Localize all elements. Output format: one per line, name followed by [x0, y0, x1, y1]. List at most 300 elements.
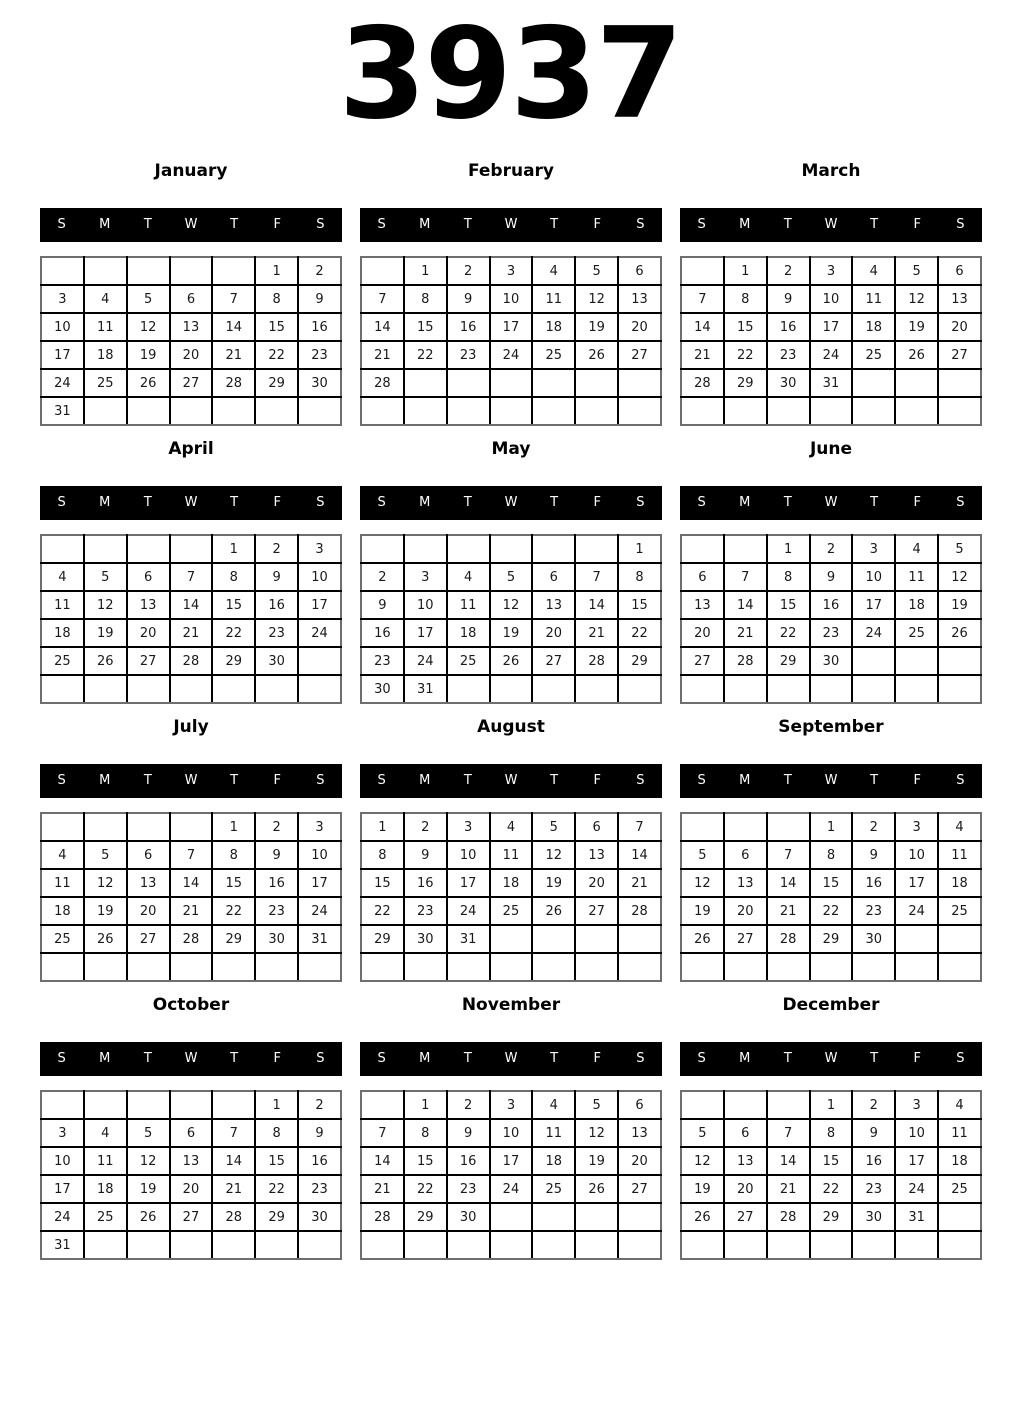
day-cell: 27: [170, 369, 213, 397]
day-cell: 13: [724, 1147, 767, 1175]
day-cell: 21: [361, 341, 404, 369]
empty-cell: [41, 535, 84, 563]
empty-cell: [447, 397, 490, 425]
day-cell: 14: [575, 591, 618, 619]
weekday-label: T: [230, 495, 239, 510]
day-cell: 2: [255, 535, 298, 563]
empty-cell: [212, 397, 255, 425]
day-cell: 14: [170, 591, 213, 619]
day-cell: 24: [404, 647, 447, 675]
day-cell: 4: [532, 257, 575, 285]
day-cell: 30: [255, 647, 298, 675]
calendar-table: [680, 256, 982, 426]
day-cell: 12: [895, 285, 938, 313]
day-cell: 5: [895, 257, 938, 285]
week-row: [41, 869, 341, 897]
day-cell: 20: [681, 619, 724, 647]
empty-cell: [84, 1231, 127, 1259]
day-cell: 25: [852, 341, 895, 369]
day-cell: 21: [767, 1175, 810, 1203]
day-cell: 3: [41, 1119, 84, 1147]
day-cell: 29: [255, 369, 298, 397]
empty-cell: [810, 397, 853, 425]
day-cell: 18: [938, 869, 981, 897]
day-cell: 12: [938, 563, 981, 591]
day-cell: 8: [212, 563, 255, 591]
month-title: May: [491, 439, 531, 459]
day-cell: 22: [361, 897, 404, 925]
weekday-label: F: [273, 1051, 282, 1066]
empty-cell: [532, 369, 575, 397]
week-row: [361, 535, 661, 563]
empty-cell: [361, 953, 404, 981]
weekday-label: F: [913, 1051, 922, 1066]
day-cell: 27: [724, 1203, 767, 1231]
empty-cell: [255, 1231, 298, 1259]
empty-cell: [618, 1203, 661, 1231]
month-block-july: [40, 714, 342, 982]
month-block-march: [680, 158, 982, 426]
day-cell: 25: [41, 925, 84, 953]
empty-cell: [938, 953, 981, 981]
weekday-label: F: [913, 495, 922, 510]
weekday-label: M: [99, 773, 111, 788]
day-cell: 8: [810, 1119, 853, 1147]
empty-cell: [767, 675, 810, 703]
week-row: [681, 313, 981, 341]
empty-cell: [532, 535, 575, 563]
day-cell: 8: [404, 285, 447, 313]
day-cell: 1: [810, 813, 853, 841]
empty-cell: [298, 397, 341, 425]
empty-cell: [127, 953, 170, 981]
weekday-header-bar: [40, 208, 342, 242]
day-cell: 18: [84, 341, 127, 369]
day-cell: 18: [41, 897, 84, 925]
day-cell: 18: [447, 619, 490, 647]
weekday-label: S: [956, 773, 965, 788]
day-cell: 1: [810, 1091, 853, 1119]
empty-cell: [618, 1231, 661, 1259]
day-cell: 19: [84, 619, 127, 647]
weekday-label: T: [463, 217, 472, 232]
day-cell: 15: [724, 313, 767, 341]
day-cell: 30: [298, 1203, 341, 1231]
empty-cell: [404, 369, 447, 397]
empty-cell: [938, 675, 981, 703]
day-cell: 17: [298, 591, 341, 619]
empty-cell: [681, 1091, 724, 1119]
weekday-header-bar: [40, 764, 342, 798]
empty-cell: [618, 369, 661, 397]
day-cell: 24: [41, 369, 84, 397]
empty-cell: [681, 953, 724, 981]
day-cell: 5: [575, 257, 618, 285]
day-cell: 16: [447, 313, 490, 341]
day-cell: 11: [41, 591, 84, 619]
day-cell: 30: [447, 1203, 490, 1231]
day-cell: 24: [41, 1203, 84, 1231]
day-cell: 11: [938, 841, 981, 869]
weekday-label: S: [316, 495, 325, 510]
day-cell: 12: [575, 285, 618, 313]
week-row: [681, 535, 981, 563]
empty-cell: [681, 535, 724, 563]
empty-cell: [212, 1091, 255, 1119]
weekday-label: M: [99, 495, 111, 510]
empty-cell: [127, 813, 170, 841]
empty-cell: [575, 1203, 618, 1231]
weekday-label: T: [143, 217, 152, 232]
day-cell: 8: [212, 841, 255, 869]
day-cell: 8: [404, 1119, 447, 1147]
day-cell: 17: [895, 1147, 938, 1175]
empty-cell: [895, 675, 938, 703]
weekday-label: T: [463, 1051, 472, 1066]
week-row: [361, 675, 661, 703]
day-cell: 9: [298, 1119, 341, 1147]
weekday-label: S: [697, 217, 706, 232]
empty-cell: [41, 1091, 84, 1119]
day-cell: 15: [810, 869, 853, 897]
day-cell: 20: [170, 341, 213, 369]
weekday-label: T: [550, 773, 559, 788]
week-row: [681, 563, 981, 591]
day-cell: 5: [681, 841, 724, 869]
day-cell: 30: [810, 647, 853, 675]
weekday-label: W: [184, 217, 198, 232]
empty-cell: [361, 535, 404, 563]
day-cell: 27: [618, 341, 661, 369]
week-row: [681, 841, 981, 869]
month-title: November: [461, 995, 561, 1015]
day-cell: 20: [575, 869, 618, 897]
day-cell: 5: [127, 285, 170, 313]
weekday-label: T: [463, 495, 472, 510]
day-cell: 31: [41, 397, 84, 425]
day-cell: 10: [852, 563, 895, 591]
empty-cell: [852, 397, 895, 425]
day-cell: 24: [447, 897, 490, 925]
weekday-label: T: [143, 1051, 152, 1066]
empty-cell: [575, 675, 618, 703]
day-cell: 19: [127, 1175, 170, 1203]
week-row: [681, 1119, 981, 1147]
day-cell: 15: [255, 1147, 298, 1175]
day-cell: 9: [767, 285, 810, 313]
day-cell: 22: [810, 897, 853, 925]
day-cell: 3: [852, 535, 895, 563]
day-cell: 7: [618, 813, 661, 841]
day-cell: 13: [575, 841, 618, 869]
day-cell: 9: [852, 841, 895, 869]
day-cell: 19: [575, 1147, 618, 1175]
day-cell: 22: [404, 341, 447, 369]
weekday-label: S: [697, 1051, 706, 1066]
day-cell: 28: [361, 369, 404, 397]
day-cell: 14: [361, 313, 404, 341]
day-cell: 13: [618, 285, 661, 313]
empty-cell: [255, 397, 298, 425]
calendar-table: [680, 1090, 982, 1260]
empty-cell: [127, 1231, 170, 1259]
day-cell: 18: [532, 1147, 575, 1175]
day-cell: 7: [170, 841, 213, 869]
day-cell: 14: [361, 1147, 404, 1175]
weekday-label: F: [593, 1051, 602, 1066]
day-cell: 17: [447, 869, 490, 897]
weekday-label: S: [57, 773, 66, 788]
day-cell: 21: [767, 897, 810, 925]
month-block-january: [40, 158, 342, 426]
empty-cell: [767, 953, 810, 981]
day-cell: 4: [532, 1091, 575, 1119]
day-cell: 30: [298, 369, 341, 397]
weekday-label: M: [419, 1051, 431, 1066]
day-cell: 26: [575, 1175, 618, 1203]
day-cell: 15: [361, 869, 404, 897]
empty-cell: [532, 675, 575, 703]
empty-cell: [170, 535, 213, 563]
week-row: [361, 869, 661, 897]
day-cell: 8: [255, 285, 298, 313]
empty-cell: [170, 397, 213, 425]
day-cell: 1: [404, 257, 447, 285]
day-cell: 23: [404, 897, 447, 925]
weekday-label: T: [230, 773, 239, 788]
day-cell: 24: [490, 341, 533, 369]
day-cell: 20: [127, 897, 170, 925]
day-cell: 22: [810, 1175, 853, 1203]
day-cell: 13: [170, 1147, 213, 1175]
week-row: [361, 341, 661, 369]
weekday-label: W: [504, 773, 518, 788]
weekday-label: T: [783, 773, 792, 788]
day-cell: 30: [255, 925, 298, 953]
empty-cell: [575, 1231, 618, 1259]
empty-cell: [575, 369, 618, 397]
day-cell: 3: [41, 285, 84, 313]
empty-cell: [938, 397, 981, 425]
day-cell: 24: [852, 619, 895, 647]
empty-cell: [618, 925, 661, 953]
empty-cell: [895, 1231, 938, 1259]
day-cell: 13: [127, 869, 170, 897]
day-cell: 14: [618, 841, 661, 869]
day-cell: 20: [724, 1175, 767, 1203]
day-cell: 30: [852, 1203, 895, 1231]
month-title: October: [152, 995, 230, 1015]
day-cell: 29: [255, 1203, 298, 1231]
day-cell: 22: [255, 341, 298, 369]
weekday-label: S: [377, 1051, 386, 1066]
day-cell: 27: [724, 925, 767, 953]
day-cell: 16: [767, 313, 810, 341]
empty-cell: [447, 369, 490, 397]
calendar-table: [40, 534, 342, 704]
day-cell: 5: [84, 841, 127, 869]
weekday-label: M: [419, 495, 431, 510]
day-cell: 19: [84, 897, 127, 925]
day-cell: 19: [532, 869, 575, 897]
weekday-label: S: [377, 217, 386, 232]
day-cell: 6: [681, 563, 724, 591]
calendar-table: [40, 812, 342, 982]
weekday-label: M: [419, 773, 431, 788]
day-cell: 8: [767, 563, 810, 591]
day-cell: 23: [447, 1175, 490, 1203]
day-cell: 21: [361, 1175, 404, 1203]
day-cell: 21: [681, 341, 724, 369]
empty-cell: [361, 1091, 404, 1119]
week-row: [361, 369, 661, 397]
day-cell: 29: [767, 647, 810, 675]
day-cell: 6: [938, 257, 981, 285]
day-cell: 27: [170, 1203, 213, 1231]
day-cell: 13: [532, 591, 575, 619]
week-row: [41, 285, 341, 313]
day-cell: 26: [127, 1203, 170, 1231]
day-cell: 7: [212, 1119, 255, 1147]
empty-cell: [84, 1091, 127, 1119]
day-cell: 18: [532, 313, 575, 341]
month-title: August: [477, 717, 545, 737]
day-cell: 9: [810, 563, 853, 591]
month-block-june: [680, 436, 982, 704]
day-cell: 1: [767, 535, 810, 563]
day-cell: 26: [895, 341, 938, 369]
week-row: [361, 897, 661, 925]
day-cell: 8: [810, 841, 853, 869]
empty-cell: [724, 675, 767, 703]
week-row: [681, 925, 981, 953]
weekday-label: S: [377, 495, 386, 510]
day-cell: 27: [532, 647, 575, 675]
day-cell: 9: [404, 841, 447, 869]
day-cell: 7: [170, 563, 213, 591]
day-cell: 12: [84, 591, 127, 619]
day-cell: 2: [361, 563, 404, 591]
day-cell: 1: [212, 535, 255, 563]
weekday-label: S: [636, 495, 645, 510]
day-cell: 27: [938, 341, 981, 369]
day-cell: 31: [810, 369, 853, 397]
day-cell: 28: [724, 647, 767, 675]
weekday-label: T: [230, 217, 239, 232]
empty-cell: [852, 1231, 895, 1259]
weekday-label: T: [870, 773, 879, 788]
day-cell: 11: [490, 841, 533, 869]
weekday-label: W: [184, 773, 198, 788]
empty-cell: [810, 1231, 853, 1259]
week-row: [41, 1147, 341, 1175]
day-cell: 22: [212, 619, 255, 647]
day-cell: 24: [895, 1175, 938, 1203]
empty-cell: [170, 675, 213, 703]
weekday-header-bar: [360, 1042, 662, 1076]
empty-cell: [298, 953, 341, 981]
empty-cell: [490, 675, 533, 703]
day-cell: 14: [681, 313, 724, 341]
week-row: [681, 1147, 981, 1175]
empty-cell: [84, 813, 127, 841]
day-cell: 28: [170, 925, 213, 953]
empty-cell: [490, 397, 533, 425]
empty-cell: [84, 675, 127, 703]
day-cell: 15: [404, 313, 447, 341]
week-row: [361, 563, 661, 591]
weekday-label: F: [273, 773, 282, 788]
day-cell: 22: [724, 341, 767, 369]
day-cell: 29: [361, 925, 404, 953]
day-cell: 23: [298, 1175, 341, 1203]
day-cell: 5: [681, 1119, 724, 1147]
calendar-table: [360, 1090, 662, 1260]
weekday-label: W: [824, 495, 838, 510]
empty-cell: [170, 813, 213, 841]
week-row: [361, 841, 661, 869]
week-row: [681, 1175, 981, 1203]
day-cell: 7: [767, 841, 810, 869]
empty-cell: [127, 397, 170, 425]
week-row: [41, 953, 341, 981]
empty-cell: [724, 535, 767, 563]
weekday-label: F: [913, 217, 922, 232]
calendar-table: [680, 534, 982, 704]
day-cell: 10: [447, 841, 490, 869]
day-cell: 25: [84, 369, 127, 397]
week-row: [41, 813, 341, 841]
weekday-label: S: [697, 773, 706, 788]
weekday-label: F: [273, 217, 282, 232]
day-cell: 9: [361, 591, 404, 619]
day-cell: 19: [681, 897, 724, 925]
month-block-october: [40, 992, 342, 1260]
day-cell: 7: [724, 563, 767, 591]
day-cell: 28: [361, 1203, 404, 1231]
day-cell: 16: [404, 869, 447, 897]
weekday-label: S: [636, 217, 645, 232]
day-cell: 7: [361, 285, 404, 313]
day-cell: 3: [447, 813, 490, 841]
weekday-label: T: [783, 217, 792, 232]
empty-cell: [127, 675, 170, 703]
day-cell: 25: [84, 1203, 127, 1231]
day-cell: 17: [490, 1147, 533, 1175]
day-cell: 25: [41, 647, 84, 675]
day-cell: 10: [895, 841, 938, 869]
day-cell: 15: [618, 591, 661, 619]
day-cell: 23: [447, 341, 490, 369]
day-cell: 22: [618, 619, 661, 647]
day-cell: 2: [298, 1091, 341, 1119]
day-cell: 19: [681, 1175, 724, 1203]
day-cell: 10: [490, 1119, 533, 1147]
empty-cell: [618, 397, 661, 425]
day-cell: 27: [127, 647, 170, 675]
month-block-may: [360, 436, 662, 704]
day-cell: 4: [938, 1091, 981, 1119]
month-block-april: [40, 436, 342, 704]
day-cell: 14: [767, 869, 810, 897]
day-cell: 9: [298, 285, 341, 313]
empty-cell: [681, 1231, 724, 1259]
month-title: July: [173, 717, 209, 737]
empty-cell: [724, 1231, 767, 1259]
week-row: [681, 285, 981, 313]
weekday-label: S: [316, 1051, 325, 1066]
day-cell: 20: [938, 313, 981, 341]
